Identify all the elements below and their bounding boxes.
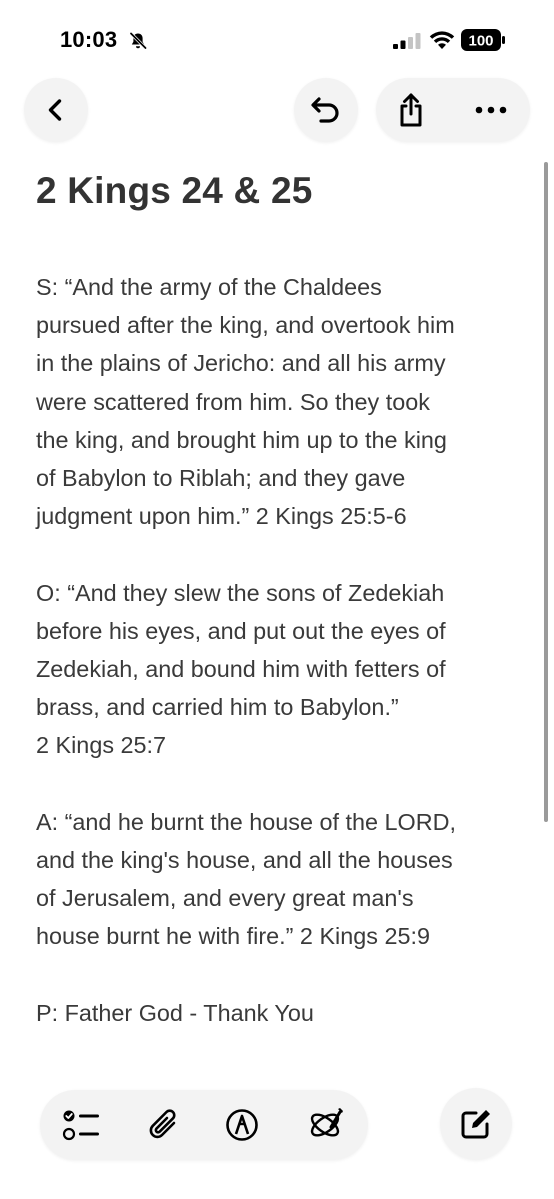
writing-tools-icon (307, 1107, 345, 1143)
scrollbar[interactable] (544, 162, 548, 822)
share-button[interactable] (376, 78, 446, 142)
attachment-button[interactable] (134, 1090, 194, 1160)
more-button[interactable] (456, 78, 526, 142)
note-title[interactable]: 2 Kings 24 & 25 (36, 170, 313, 211)
battery-level: 100 (468, 32, 494, 50)
writing-tools-button[interactable] (296, 1090, 356, 1160)
markup-button[interactable] (212, 1090, 272, 1160)
bell-slash-icon (128, 31, 148, 51)
share-more-group (376, 78, 530, 142)
paperclip-icon (147, 1107, 181, 1143)
status-bar (0, 0, 554, 80)
note-paragraph-a: A: “and he burnt the house of the LORD, and the king's house, and all the houses of Jerusalem, and every great man's house burnt he with fire.” 2 Kings 25:9 (36, 808, 456, 950)
note-paragraph-s: S: “And the army of the Chaldees pursued after the king, and overtook him in the plains of Jericho: and all his army were scattered from him. So they took the king, and brought him up to the king of Babylon to Riblah; and they gave judgment upon him.” 2 Kings 25:5-6 (36, 274, 455, 530)
back-button[interactable] (24, 78, 88, 142)
bottom-toolbar (40, 1090, 368, 1160)
wifi-icon (429, 30, 455, 50)
more-icon (474, 106, 508, 114)
undo-icon (309, 95, 343, 125)
compose-button[interactable] (440, 1088, 512, 1160)
checklist-button[interactable] (52, 1090, 112, 1160)
status-time: 10:03 (60, 27, 118, 52)
note-paragraph-p: P: Father God - Thank You (36, 999, 314, 1026)
compose-icon (458, 1106, 494, 1142)
checklist-icon (62, 1108, 102, 1142)
share-icon (396, 92, 426, 128)
note-paragraph-o: O: “And they slew the sons of Zedekiah before his eyes, and put out the eyes of Zedekiah, and bound him with fetters of brass, and carried him to Babylon.” 2 Kings 25:7 (36, 579, 446, 759)
back-chevron-icon (43, 97, 69, 123)
note-body[interactable] (36, 268, 536, 1070)
cellular-signal-icon (393, 33, 421, 49)
battery-icon (461, 29, 505, 51)
undo-button[interactable] (294, 78, 358, 142)
markup-pen-icon (225, 1108, 259, 1142)
